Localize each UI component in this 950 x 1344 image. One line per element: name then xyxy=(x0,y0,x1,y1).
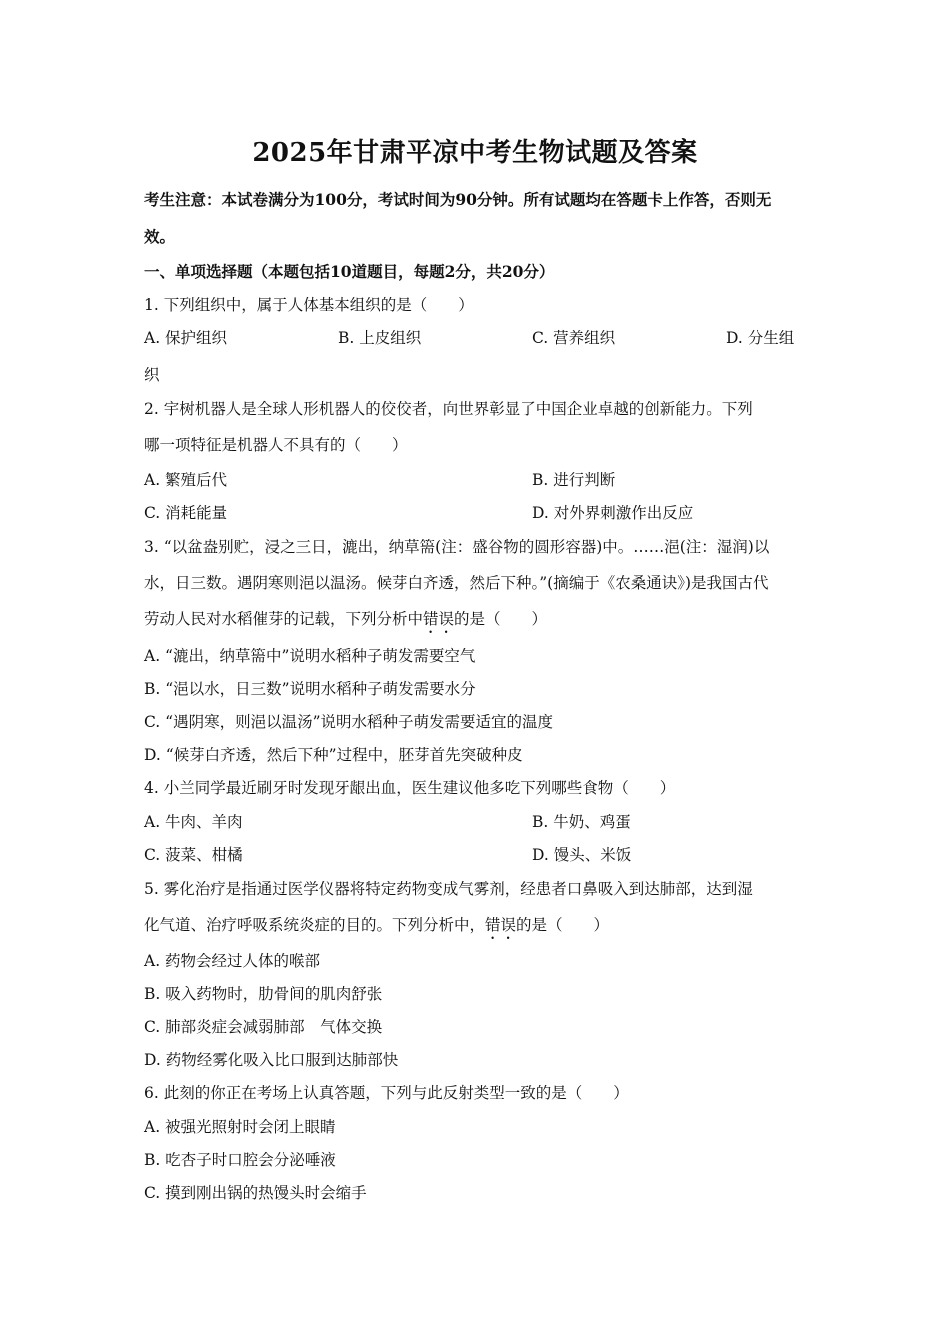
question-6-stem: 6. 此刻的你正在考场上认真答题，下列与此反射类型一致的是（ ） xyxy=(144,1084,629,1102)
q5-stem-tail: 的是（ ） xyxy=(516,916,610,934)
question-4-stem: 4. 小兰同学最近刷牙时发现牙龈出血，医生建议他多吃下列哪些食物（ ） xyxy=(144,779,676,797)
question-3-stem-line-1: 3. “以盆盎别贮，浸之三日，漉出，纳草篅(注：盛谷物的圆形容器)中。……浥(注：湿润)以 xyxy=(144,538,770,556)
q4-option-c: C. 菠菜、柑橘 xyxy=(144,846,243,864)
question-5-stem-line-2 xyxy=(144,915,609,943)
question-2-stem-line-1: 2. 宇树机器人是全球人形机器人的佼佼者，向世界彰显了中国企业卓越的创新能力。下列 xyxy=(144,400,753,418)
question-1-stem: 1. 下列组织中，属于人体基本组织的是（ ） xyxy=(144,296,474,314)
q2-option-b: B. 进行判断 xyxy=(532,471,616,489)
q3-option-a: A. “漉出，纳草篅中”说明水稻种子萌发需要空气 xyxy=(144,647,476,665)
q2-option-d: D. 对外界刺激作出反应 xyxy=(532,504,694,522)
q3-option-c: C. “遇阴寒，则浥以温汤”说明水稻种子萌发需要适宜的温度 xyxy=(144,713,554,731)
page-title: 2025年甘肃平凉中考生物试题及答案 xyxy=(252,138,698,168)
question-2-stem-line-2: 哪一项特征是机器人不具有的（ ） xyxy=(144,436,408,454)
q1-option-d-wrap: 织 xyxy=(144,366,160,384)
q1-option-c: C. 营养组织 xyxy=(532,329,616,347)
q2-option-a: A. 繁殖后代 xyxy=(144,471,228,489)
q5-option-c: C. 肺部炎症会减弱肺部 气体交换 xyxy=(144,1018,383,1036)
q3-stem-tail: 的是（ ） xyxy=(454,610,548,628)
q5-option-d: D. 药物经雾化吸入比口服到达肺部快 xyxy=(144,1051,399,1069)
question-3-stem-line-3 xyxy=(144,609,547,637)
q4-option-b: B. 牛奶、鸡蛋 xyxy=(532,813,631,831)
q5-option-b: B. 吸入药物时，肋骨间的肌肉舒张 xyxy=(144,985,383,1003)
q3-stem-head: 劳动人民对水稻催芽的记载，下列分析中 xyxy=(144,610,424,628)
q1-option-a: A. 保护组织 xyxy=(144,329,228,347)
notice-line-1: 考生注意：本试卷满分为100分，考试时间为90分钟。所有试题均在答题卡上作答，否则无 xyxy=(144,190,772,209)
q5-emphasis: 错误 xyxy=(485,916,517,934)
q3-option-d: D. “候芽白齐透，然后下种”过程中，胚芽首先突破种皮 xyxy=(144,746,523,764)
section-heading: 一、单项选择题（本题包括10道题目，每题2分，共20分） xyxy=(144,262,555,281)
question-5-stem-line-1: 5. 雾化治疗是指通过医学仪器将特定药物变成气雾剂，经患者口鼻吸入到达肺部，达到湿 xyxy=(144,880,753,898)
q4-option-d: D. 馒头、米饭 xyxy=(532,846,632,864)
q3-emphasis: 错误 xyxy=(423,610,455,628)
q4-option-a: A. 牛肉、羊肉 xyxy=(144,813,243,831)
q5-stem-head: 化气道、治疗呼吸系统炎症的目的。下列分析中， xyxy=(144,916,486,934)
q3-option-b: B. “浥以水，日三数”说明水稻种子萌发需要水分 xyxy=(144,680,476,698)
notice-line-2: 效。 xyxy=(144,227,176,246)
q6-option-b: B. 吃杏子时口腔会分泌唾液 xyxy=(144,1151,336,1169)
q2-option-c: C. 消耗能量 xyxy=(144,504,228,522)
q1-option-b: B. 上皮组织 xyxy=(338,329,422,347)
q6-option-c: C. 摸到刚出锅的热馒头时会缩手 xyxy=(144,1184,367,1202)
question-3-stem-line-2: 水，日三数。遇阴寒则浥以温汤。候芽白齐透，然后下种。”(摘编于《农桑通诀》)是我国古代 xyxy=(144,574,769,592)
q6-option-a: A. 被强光照射时会闭上眼睛 xyxy=(144,1118,336,1136)
q1-option-d: D. 分生组 xyxy=(726,329,795,347)
q5-option-a: A. 药物会经过人体的喉部 xyxy=(144,952,321,970)
